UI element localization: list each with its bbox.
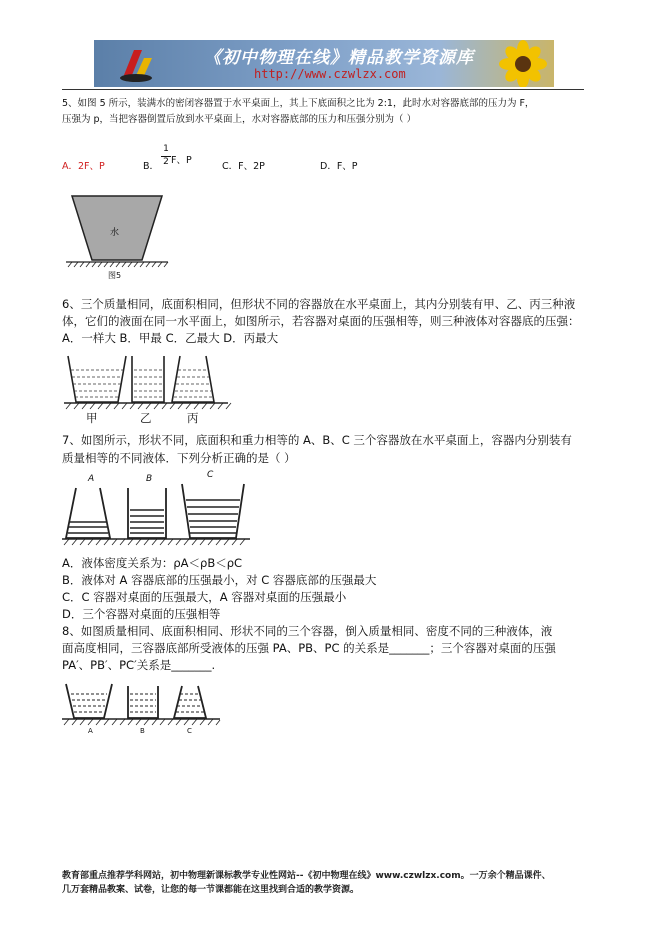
q6-label-jia: 甲 xyxy=(86,411,98,425)
q7-option-b: B．液体对 A 容器底部的压强最小，对 C 容器底部的压强最大 xyxy=(62,573,377,587)
q5-option-a: A．2F、P xyxy=(62,161,105,172)
header-banner xyxy=(94,40,554,87)
q5-option-b-prefix: B． xyxy=(143,161,160,172)
q6-options: A．一样大 B．甲最 C．乙最大 D．丙最大 xyxy=(62,331,279,345)
q7-line2: 质量相等的不同液体．下列分析正确的是（ ） xyxy=(62,451,296,465)
q7-option-a: A．液体密度关系为：ρA＜ρB＜ρC xyxy=(62,556,243,570)
header-rule xyxy=(62,89,584,90)
q7-option-c: C．C 容器对桌面的压强最大，A 容器对桌面的压强最小 xyxy=(62,590,347,604)
q6-line1: 6、三个质量相同，底面积相同，但形状不同的容器放在水平桌面上，其内分别装有甲、乙、丙三种液 xyxy=(62,297,576,311)
q8-line3: PA′、PB′、PC′关系是_______. xyxy=(62,658,216,672)
q7-option-d: D．三个容器对桌面的压强相等 xyxy=(62,607,221,621)
q6-label-yi: 乙 xyxy=(140,411,152,425)
q8-line2: 面高度相同，三容器底部所受液体的压强 PA、PB、PC 的关系是_______；三个容器对桌面的压强 xyxy=(62,641,556,655)
q5-line1: 5、如图 5 所示，装满水的密闭容器置于水平桌面上，其上下底面积之比为 2:1，此时水对容器底部的压力为 F， xyxy=(62,98,535,109)
page-footer xyxy=(62,869,602,897)
q5-option-b-post: F、P xyxy=(171,155,192,166)
footer-line1: 教育部重点推荐学科网站，初中物理新课标教学专业性网站--《初中物理在线》www.czwlzx.com。一万余个精品课件、 xyxy=(62,871,551,881)
q5-figure-caption: 图5 xyxy=(108,271,122,280)
q7-label-a: A xyxy=(88,474,95,484)
sunflower-icon xyxy=(489,40,554,87)
q7-line1: 7、如图所示，形状不同，底面积和重力相等的 A、B、C 三个容器放在水平桌面上，容器内分别装有 xyxy=(62,433,572,447)
banner-url[interactable]: http://www.czwlzx.com xyxy=(254,67,406,81)
q6-containers-figure xyxy=(62,352,232,412)
q7-label-b: B xyxy=(146,474,153,484)
q8-containers-figure xyxy=(62,680,222,726)
q5-line2: 压强为 p，当把容器倒置后放到水平桌面上，水对容器底部的压力和压强分别为（ ） xyxy=(62,114,417,125)
footer-line2: 几万套精品教案、试卷，让您的每一节课都能在这里找到合适的教学资源。 xyxy=(62,885,360,895)
q7-label-c: C xyxy=(207,470,214,480)
q5-figure-water-label: 水 xyxy=(110,228,120,238)
q6-label-bing: 丙 xyxy=(187,411,199,425)
q5-option-d: D．F、P xyxy=(320,161,358,172)
q5-option-b-numerator: 1 xyxy=(163,144,169,154)
q5-option-c: C．F、2P xyxy=(222,161,265,172)
q8-line1: 8、如图质量相同、底面积相同、形状不同的三个容器，倒入质量相同、密度不同的三种液体，液 xyxy=(62,624,553,638)
q6-line2: 体，它们的液面在同一水平面上，如图所示，若容器对桌面的压强相等，则三种液体对容器底的压强： xyxy=(62,314,580,328)
site-logo-icon xyxy=(116,44,156,84)
q8-label-a: A xyxy=(88,727,93,735)
q8-label-b: B xyxy=(140,727,145,735)
q5-option-b-denominator: 2 xyxy=(163,157,169,167)
banner-title: 《初中物理在线》精品教学资源库 xyxy=(204,48,474,68)
q8-label-c: C xyxy=(187,727,192,735)
